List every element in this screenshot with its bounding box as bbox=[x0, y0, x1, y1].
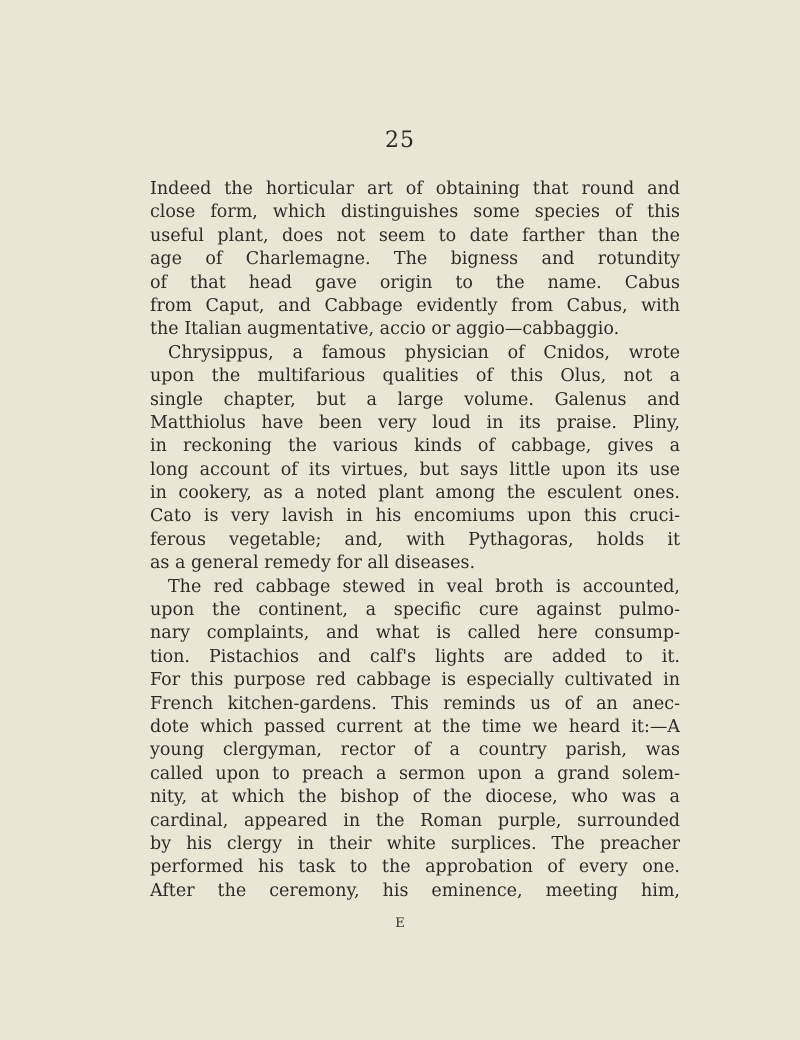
page-number: 25 bbox=[385, 128, 415, 153]
text-line: French kitchen-gardens. This reminds us of an anec- bbox=[150, 693, 680, 714]
text-line: single chapter, but a large volume. Galenus and bbox=[150, 389, 680, 410]
text-line: close form, which distinguishes some species of this bbox=[150, 202, 680, 223]
text-line: age of Charlemagne. The bigness and rotundity bbox=[150, 249, 680, 270]
text-line: cardinal, appeared in the Roman purple, surrounded bbox=[150, 810, 680, 831]
text-line: nary complaints, and what is called here consump- bbox=[150, 623, 680, 644]
text-line: by his clergy in their white surplices. The preacher bbox=[150, 833, 680, 854]
text-line: ferous vegetable; and, with Pythagoras, holds it bbox=[150, 529, 680, 550]
text-line: useful plant, does not seem to date farther than the bbox=[150, 225, 680, 246]
text-line: in cookery, as a noted plant among the esculent ones. bbox=[150, 483, 680, 504]
text-line: For this purpose red cabbage is especially cultivated in bbox=[150, 670, 680, 691]
text-line: Chrysippus, a famous physician of Cnidos, wrote bbox=[168, 342, 680, 363]
text-line: the Italian augmentative, accio or aggio—cabbaggio. bbox=[150, 319, 620, 340]
text-line: nity, at which the bishop of the diocese, who was a bbox=[150, 787, 680, 808]
text-line: tion. Pistachios and calf's lights are added to it. bbox=[150, 646, 680, 667]
text-line: in reckoning the various kinds of cabbage, gives a bbox=[150, 436, 680, 457]
text-line: Matthiolus have been very loud in its praise. Pliny, bbox=[150, 412, 680, 433]
text-line: dote which passed current at the time we heard it:—A bbox=[150, 716, 680, 737]
text-line: After the ceremony, his eminence, meeting him, bbox=[150, 880, 680, 901]
text-line: upon the continent, a specific cure against pulmo- bbox=[150, 600, 680, 621]
text-line: upon the multifarious qualities of this Olus, not a bbox=[150, 366, 680, 387]
text-line: as a general remedy for all diseases. bbox=[150, 553, 476, 574]
signature-mark: E bbox=[395, 916, 405, 931]
text-line: of that head gave origin to the name. Cabus bbox=[150, 272, 680, 293]
text-line: Cato is very lavish in his encomiums upon this cruci- bbox=[150, 506, 680, 527]
text-line: performed his task to the approbation of every one. bbox=[150, 857, 680, 878]
body-text bbox=[150, 178, 680, 903]
text-line: from Caput, and Cabbage evidently from Cabus, with bbox=[150, 295, 680, 316]
text-line: Indeed the horticular art of obtaining that round and bbox=[150, 179, 680, 199]
text-line: long account of its virtues, but says little upon its use bbox=[150, 459, 680, 480]
text-line: young clergyman, rector of a country parish, was bbox=[150, 740, 680, 761]
text-line: called upon to preach a sermon upon a grand solem- bbox=[150, 763, 680, 784]
text-line: The red cabbage stewed in veal broth is accounted, bbox=[168, 576, 680, 597]
